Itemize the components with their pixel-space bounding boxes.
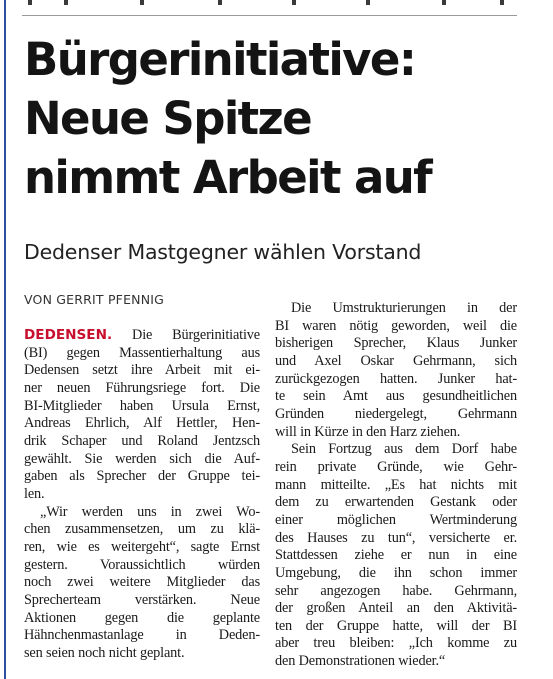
text-line: Die Umstrukturierungen in der — [291, 300, 517, 316]
text-line: „Wir werden uns in zwei Wo- — [40, 503, 260, 520]
column-gutter — [268, 298, 269, 664]
top-divider — [22, 15, 517, 16]
text-line: gestern. Voraussichtlich würden — [24, 556, 260, 573]
text-line: gewählt. Sie werden sich die Auf- — [24, 450, 260, 467]
text-line: Dedensen setzt ihre Arbeit mit ei- — [24, 362, 260, 379]
text-line: Aktionen gegen die geplante — [24, 609, 260, 626]
text-line: rein private Gründe, wie Gehr- — [275, 458, 517, 475]
text-line: te sein Amt aus gesundheitlichen — [275, 388, 517, 405]
text-line: noch zwei weitere Mitglieder das — [24, 574, 260, 591]
text-line: Hähnchenmastanlage in Deden- — [24, 627, 260, 644]
headline-line: nimmt Arbeit auf — [24, 151, 432, 204]
headline-line: Neue Spitze — [24, 92, 312, 145]
article-byline: VON GERRIT PFENNIG — [24, 292, 165, 307]
article-subheadline: Dedenser Mastgegner wählen Vorstand — [24, 240, 422, 264]
text-line: gaben als Sprecher der Gruppe tei- — [24, 468, 260, 485]
article-headline — [24, 30, 534, 207]
cropped-previous-text — [22, 0, 518, 14]
text-line: Umgebung, die ihn schon immer — [275, 564, 517, 581]
article-column-right — [275, 300, 517, 671]
text-line: aber treu bleiben: „Ich komme zu — [275, 635, 517, 652]
text-line: chen zusammensetzen, um zu klä- — [24, 521, 260, 538]
text-line: sehr angezogen habe. Gehrmann, — [275, 582, 517, 599]
text-line: mann mitteilte. „Es hat nichts mit — [275, 476, 517, 493]
text-line: BI-Mitglieder haben Ursula Ernst, — [24, 397, 260, 414]
text-line: Gründen niedergelegt, Gehrmann — [275, 405, 517, 422]
text-line: sen seien noch nicht geplant. — [24, 644, 185, 661]
text-line: ten der Gruppe hatte, will der BI — [275, 617, 517, 634]
page-edge-rule — [4, 0, 6, 679]
dateline: DEDENSEN. — [24, 327, 113, 343]
text-line: (BI) gegen Massentierhaltung aus — [24, 344, 260, 361]
text-line: den Demonstrationen wieder.“ — [275, 653, 446, 670]
text-line: bisherigen Sprecher, Klaus Junker — [275, 335, 517, 352]
text-line: des Hauses zu tun“, versicherte er. — [275, 529, 517, 546]
text-line: DEDENSEN. Die Bürgerinitiative — [24, 327, 260, 343]
text-line: Sprecherteam verstärken. Neue — [24, 591, 260, 608]
text-line: BI waren nötig geworden, weil die — [275, 317, 517, 334]
text-line: Sein Fortzug aus dem Dorf habe — [291, 441, 517, 458]
text-line: ner neuen Führungsriege fort. Die — [24, 379, 260, 396]
article-column-left — [24, 327, 260, 662]
headline-line: Bürgerinitiative: — [24, 33, 416, 86]
text-line: Stattdessen ziehe er nun in eine — [275, 547, 517, 564]
text-line: und Axel Oskar Gehrmann, sich — [275, 352, 517, 369]
text-line: dem zu erwartenden Gestank oder — [275, 494, 517, 511]
text-line: zurückgezogen hatten. Junker hat- — [275, 370, 517, 387]
text-line: len. — [24, 485, 45, 502]
text-line: will in Kürze in den Harz ziehen. — [275, 423, 461, 440]
text-line: ren, wie es weitergeht“, sagte Ernst — [24, 538, 260, 555]
text-line: einer möglichen Wertminderung — [275, 511, 517, 528]
text-line: drik Schaper und Roland Jentzsch — [24, 432, 260, 449]
text-line: Andreas Ehrlich, Alf Hettler, Hen- — [24, 415, 260, 432]
text-line: der großen Anteil an den Aktivitä- — [275, 600, 517, 617]
